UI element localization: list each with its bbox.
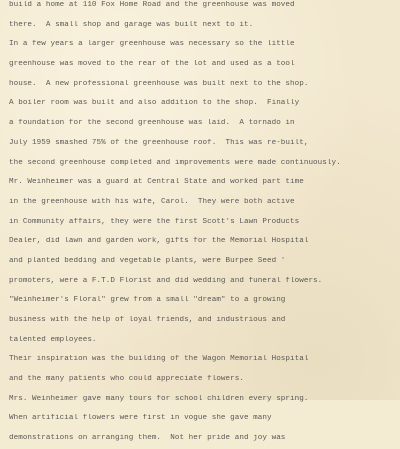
text-line: there. A small shop and garage was built next to it. — [9, 20, 254, 29]
text-line: a foundation for the second greenhouse was laid. A tornado in — [9, 119, 295, 128]
text-line: and the many patients who could appreciate flowers. — [9, 375, 244, 384]
text-line: and planted bedding and vegetable plants, were Burpee Seed ' — [9, 256, 286, 265]
text-line: talented employees. — [9, 335, 97, 344]
text-line: demonstrations on arranging them. Not her pride and joy was — [9, 434, 286, 443]
text-line: Their inspiration was the building of the Wagon Memorial Hospital — [9, 355, 309, 364]
text-line: business with the help of loyal friends, and industrious and — [9, 316, 286, 324]
text-line: Mr. Weinheimer was a guard at Central State and worked part time — [9, 178, 304, 187]
text-line: In a few years a larger greenhouse was necessary so the little — [9, 40, 295, 49]
text-line: July 1959 smashed 75% of the greenhouse roof. This was re-built, — [9, 138, 309, 147]
text-line: A boiler room was built and also addition to the shop. Finally — [9, 99, 300, 108]
text-line: in Community affairs, they were the first Scott's Lawn Products — [9, 217, 300, 226]
text-line: build a home at 110 Fox Home Road and the greenhouse was moved — [9, 1, 295, 9]
text-line: When artificial flowers were first in vogue she gave many — [9, 414, 272, 423]
text-line: Mrs. Weinheimer gave many tours for school children every spring. — [9, 394, 309, 403]
text-line: the second greenhouse completed and improvements were made continuously. — [9, 158, 341, 167]
text-line: house. A new professional greenhouse was built next to the shop. — [9, 79, 309, 88]
text-line: "Weinheimer's Floral" grew from a small "dream" to a growing — [9, 296, 286, 305]
text-line: in the greenhouse with his wife, Carol. They were both active — [9, 197, 295, 206]
page-text — [9, 0, 399, 449]
text-line: promoters, were a F.T.D Florist and did wedding and funeral flowers. — [9, 276, 323, 285]
text-line: greenhouse was moved to the rear of the lot and used as a tool — [9, 60, 295, 69]
text-line: Dealer, did lawn and garden work, gifts for the Memorial Hospital — [9, 237, 309, 246]
